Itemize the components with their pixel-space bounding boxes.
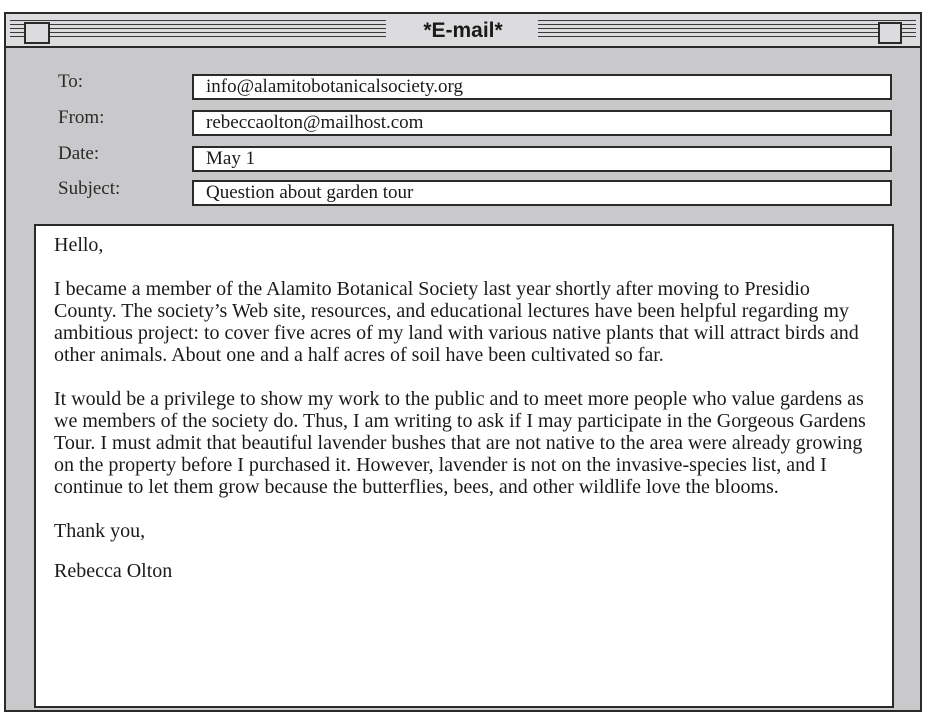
- subject-label: Subject:: [58, 178, 121, 199]
- date-field[interactable]: May 1: [192, 146, 892, 172]
- message-paragraph-1: I became a member of the Alamito Botanical Society last year shortly after moving to Presidio County. The society’s Web site, resources, and educational lectures have been helpful regarding my ambitious project: to cover five acres of my land with various native plants that will attract birds and other animals. About one and a half acres of soil have been cultivated so far.: [54, 278, 859, 366]
- message-signature: Rebecca Olton: [54, 560, 173, 582]
- message-paragraph-2: It would be a privilege to show my work to the public and to meet more people who value gardens as we members of the society do. Thus, I am writing to ask if I may participate in the Gorgeous Gardens Tour. I must admit that beautiful lavender bushes that are not native to the area were already growing on the property before I purchased it. However, lavender is not on the invasive-species list, and I continue to let them grow because the butterflies, bees, and other wildlife love the blooms.: [54, 388, 866, 498]
- message-greeting: Hello,: [54, 234, 104, 256]
- title-bar-stripes-right: [538, 20, 916, 40]
- zoom-box-icon[interactable]: [878, 22, 902, 44]
- to-field[interactable]: info@alamitobotanicalsociety.org: [192, 74, 892, 100]
- from-field[interactable]: rebeccaolton@mailhost.com: [192, 110, 892, 136]
- message-closing: Thank you,: [54, 520, 146, 542]
- email-window: [4, 12, 922, 712]
- to-label: To:: [58, 71, 84, 92]
- window-title: *E-mail*: [390, 18, 536, 44]
- close-box-icon[interactable]: [24, 22, 50, 44]
- message-body[interactable]: [34, 224, 894, 708]
- title-bar[interactable]: [6, 14, 920, 48]
- subject-field[interactable]: Question about garden tour: [192, 180, 892, 206]
- from-label: From:: [58, 107, 105, 128]
- title-bar-stripes-left: [10, 20, 386, 40]
- date-label: Date:: [58, 143, 100, 164]
